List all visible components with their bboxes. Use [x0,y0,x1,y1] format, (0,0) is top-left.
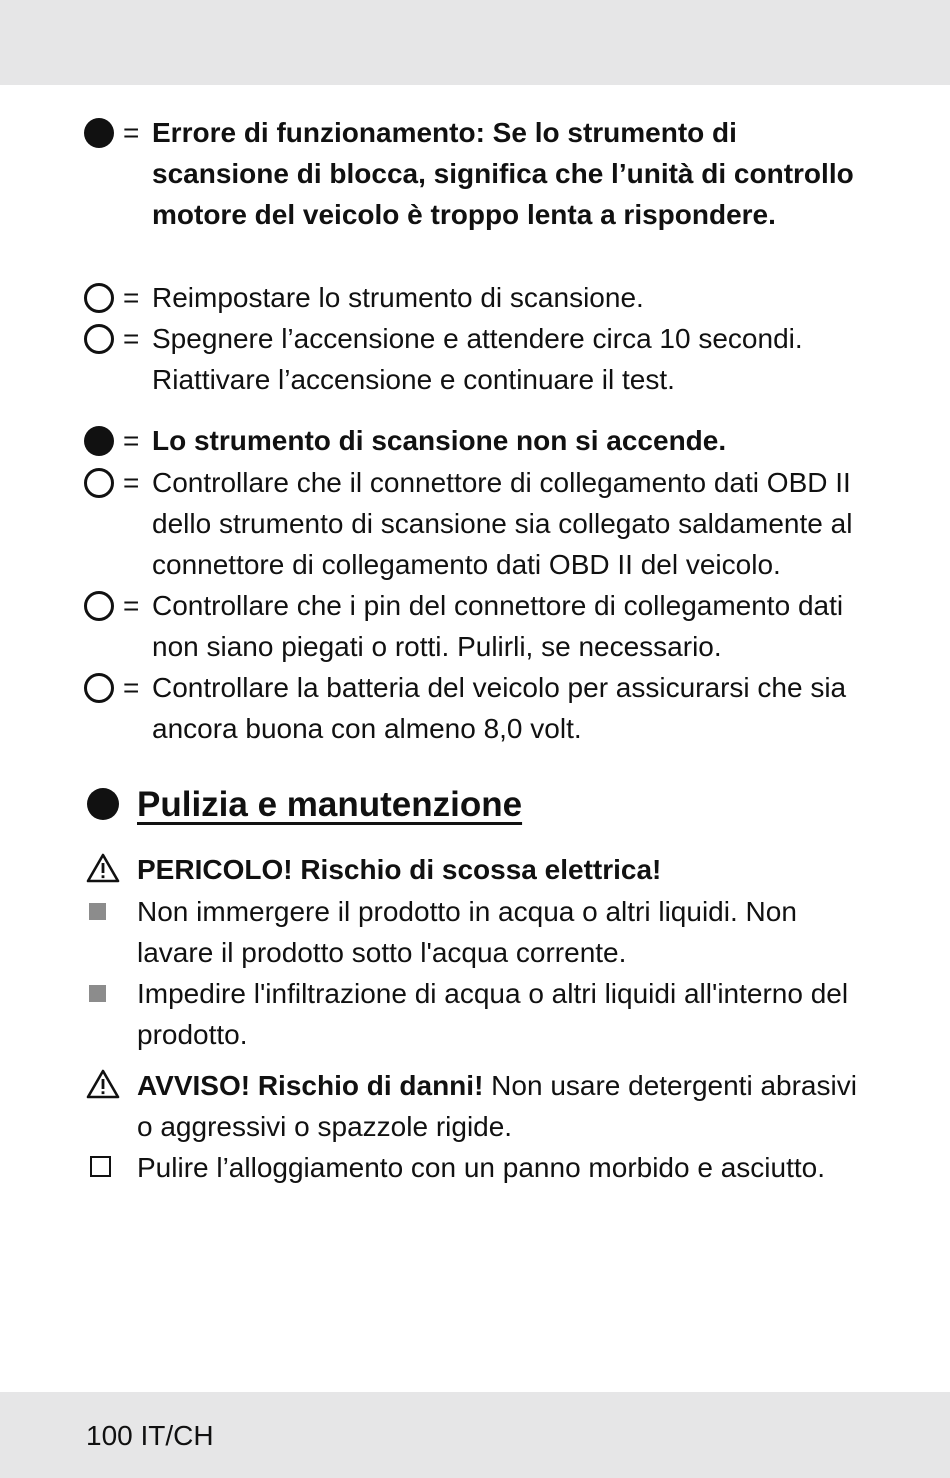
danger-heading: PERICOLO! Rischio di scossa elettrica! [137,854,662,885]
open-circle-icon [84,468,114,498]
equals-sign: = [123,467,140,498]
list-item [84,891,874,973]
solution-text: Spegnere l’accensione e attendere circa 10 secondi. Riattivare l’accensione e continuare il test. [152,323,803,395]
header-band [0,0,950,85]
solution-item [84,585,874,667]
notice-body [137,1065,874,1147]
bullet-text: Impedire l'infiltrazione di acqua o altri liquidi all'interno del prodotto. [137,978,849,1050]
equals-sign: = [123,282,140,313]
solution-item [84,277,874,318]
square-bullet-icon [89,903,106,920]
filled-circle-icon [84,118,114,148]
solution-item [84,667,874,749]
page-number: 100 IT/CH [86,1420,214,1451]
checkbox-icon [90,1156,111,1177]
problem-item [84,420,874,461]
filled-circle-icon [84,426,114,456]
notice-text: Non usare detergenti abrasivi o aggressivi o spazzole rigide. [137,1070,857,1142]
filled-circle-icon [87,788,119,820]
open-circle-icon [84,591,114,621]
step-text: Pulire l’alloggiamento con un panno morbido e asciutto. [137,1152,825,1183]
section-heading [84,782,874,828]
warning-triangle-icon [86,1069,120,1099]
open-circle-icon [84,324,114,354]
equals-sign: = [123,323,140,354]
solution-item [84,318,874,400]
section-title: Pulizia e manutenzione [137,785,523,824]
list-item [84,973,874,1055]
open-circle-icon [84,673,114,703]
notice-warning [84,1065,874,1147]
problem-item [84,112,874,235]
square-bullet-icon [89,985,106,1002]
notice-heading: AVVISO! Rischio di danni! [137,1070,484,1101]
solution-text: Controllare che il connettore di collegamento dati OBD II dello strumento di scansione sia collegato saldamente al connettore di collegamento dati OBD II del veicolo. [152,467,853,580]
solution-item [84,462,874,585]
solution-text: Reimpostare lo strumento di scansione. [152,282,644,313]
step-item [84,1147,874,1188]
problem-text: Errore di funzionamento: Se lo strumento di scansione di blocca, significa che l’unità di controllo motore del veicolo è troppo lenta a rispondere. [152,117,854,230]
open-circle-icon [84,283,114,313]
danger-warning [84,849,874,890]
bullet-text: Non immergere il prodotto in acqua o altri liquidi. Non lavare il prodotto sotto l'acqua corrente. [137,896,797,968]
problem-text: Lo strumento di scansione non si accende. [152,425,727,456]
equals-sign: = [123,672,140,703]
solution-text: Controllare la batteria del veicolo per assicurarsi che sia ancora buona con almeno 8,0 volt. [152,672,847,744]
equals-sign: = [123,590,140,621]
equals-sign: = [123,425,140,456]
solution-text: Controllare che i pin del connettore di collegamento dati non siano piegati o rotti. Pulirli, se necessario. [152,590,844,662]
equals-sign: = [123,117,140,148]
warning-triangle-icon [86,853,120,883]
